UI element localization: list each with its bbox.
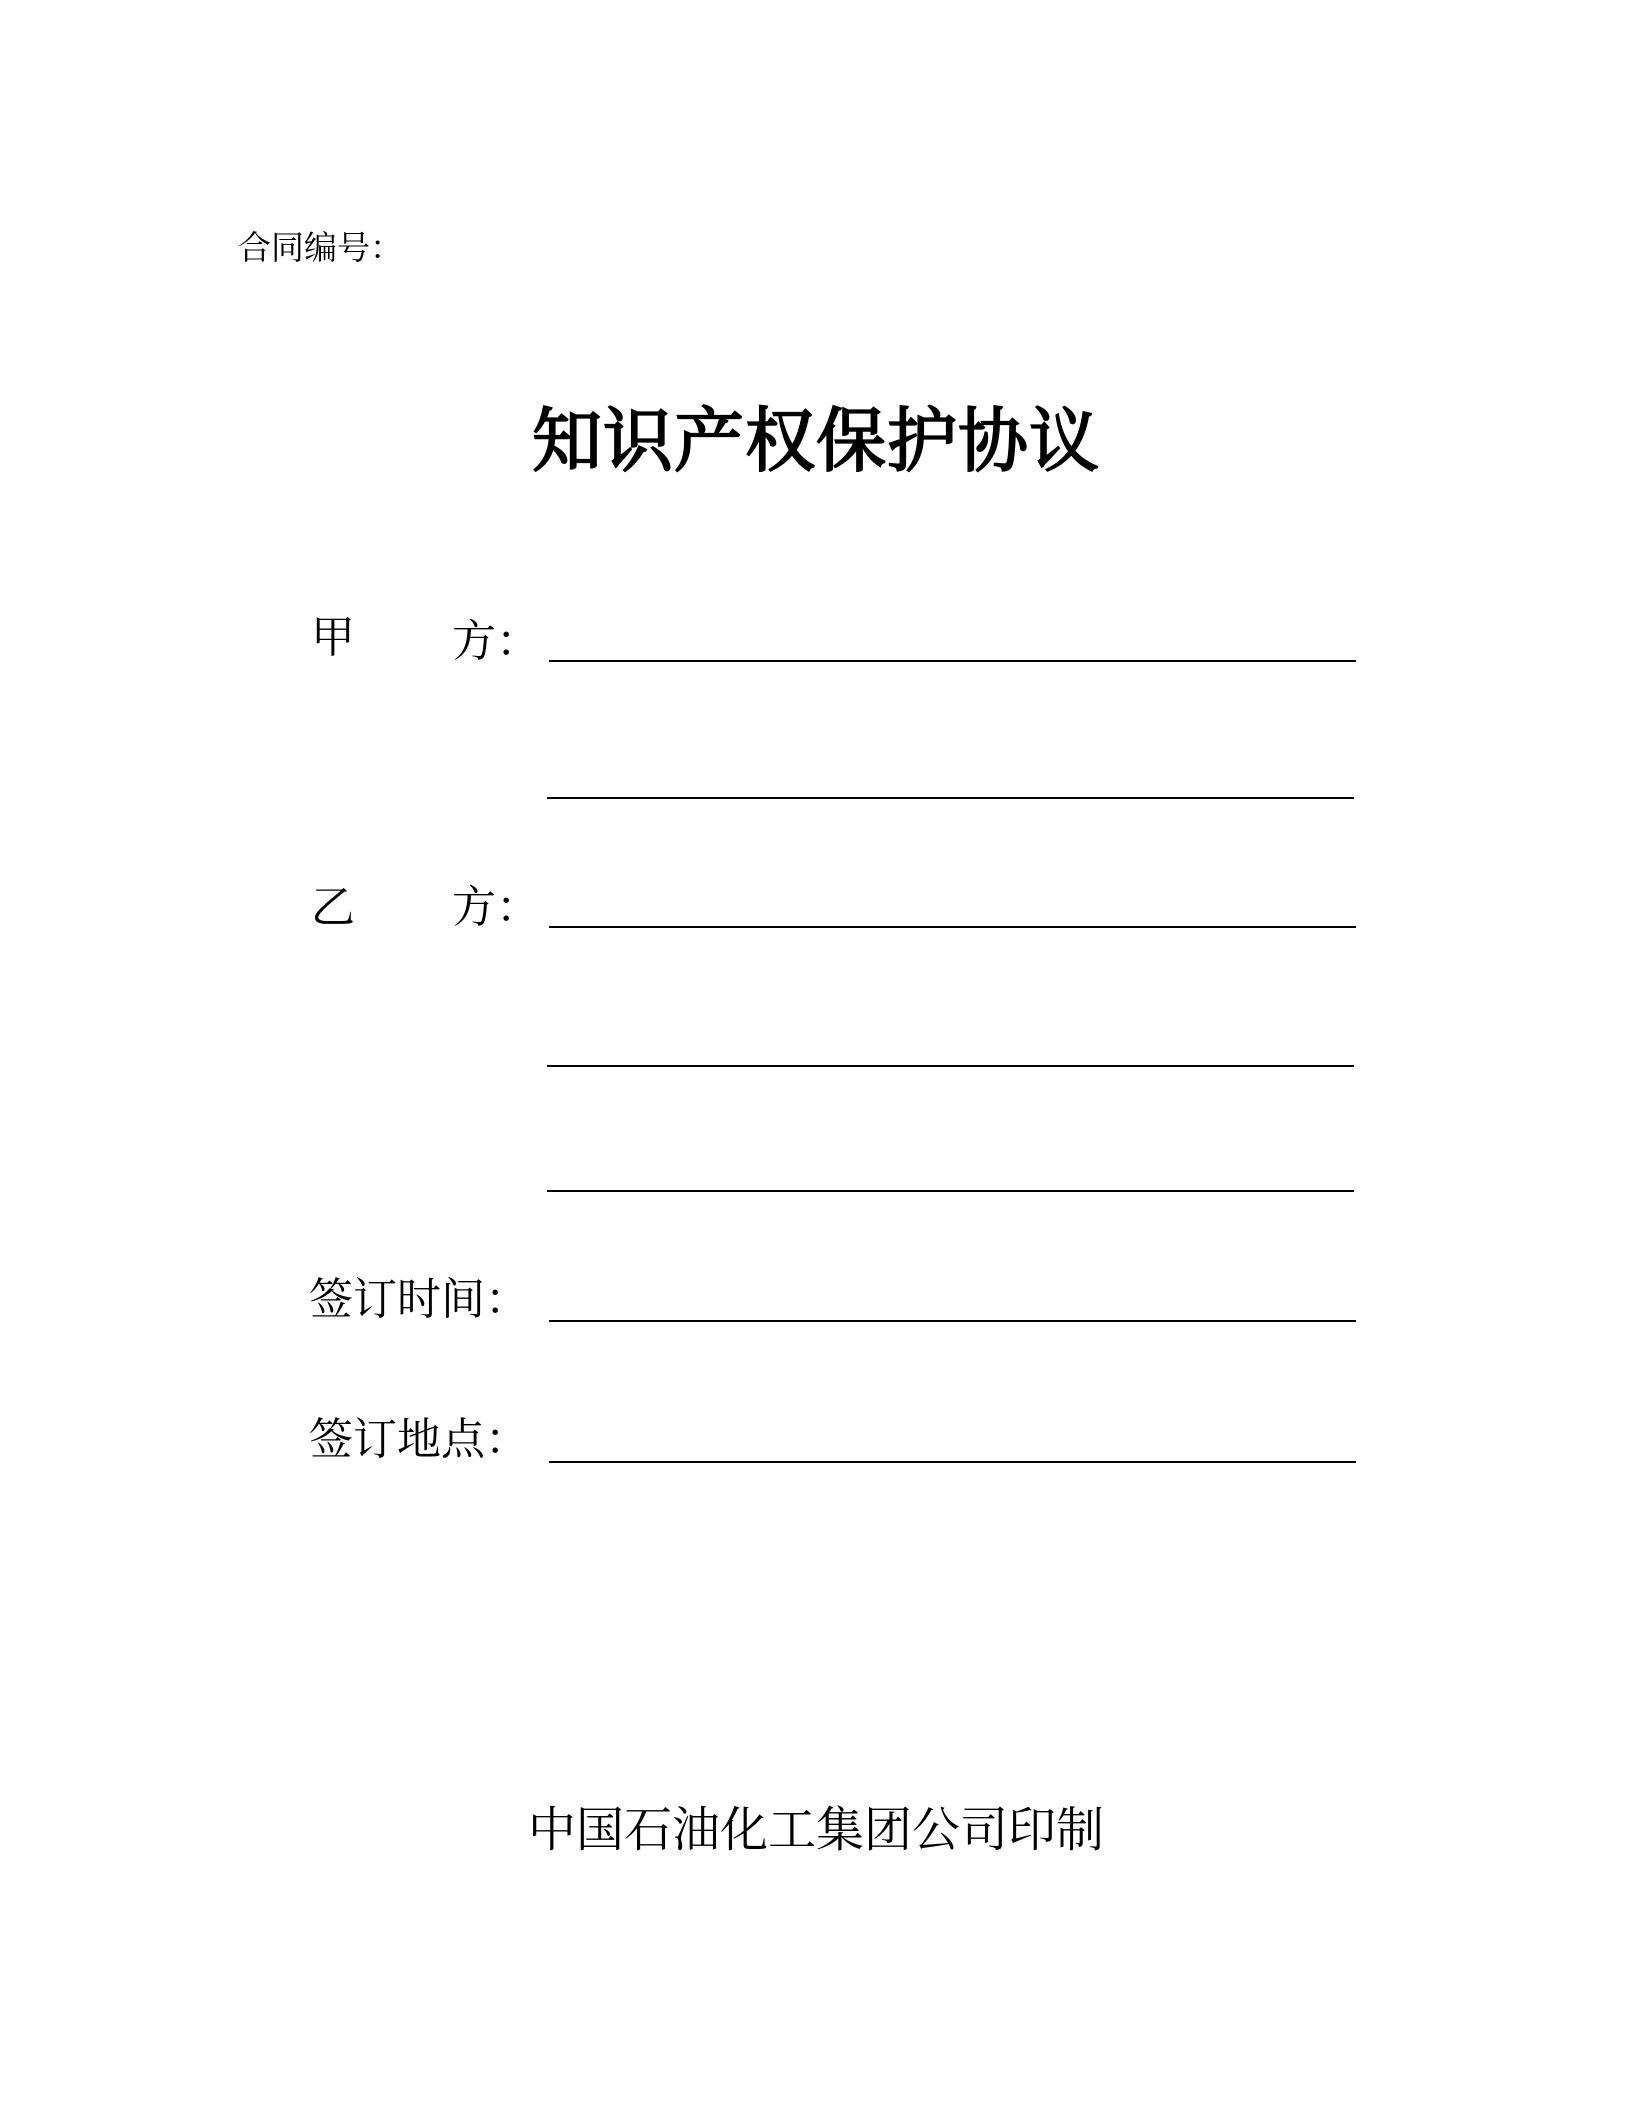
party-b-line-3[interactable] xyxy=(547,1190,1354,1192)
party-a-line-2[interactable] xyxy=(547,797,1354,799)
party-a-label-char1: 甲 xyxy=(311,612,355,663)
signing-time-line[interactable] xyxy=(549,1320,1356,1322)
contract-number-label: 合同编号： xyxy=(238,228,403,267)
party-b-line-1[interactable] xyxy=(549,926,1356,928)
party-b-label-char1: 乙 xyxy=(311,882,355,933)
party-b-label-char2: 方： xyxy=(452,882,540,933)
signing-time-label: 签订时间： xyxy=(309,1274,529,1325)
document-title: 知识产权保护协议 xyxy=(532,400,1100,482)
party-a-line-1[interactable] xyxy=(549,660,1356,662)
signing-place-label: 签订地点： xyxy=(309,1414,529,1465)
party-b-line-2[interactable] xyxy=(547,1065,1354,1067)
publisher-footer: 中国石油化工集团公司印制 xyxy=(527,1802,1104,1858)
signing-place-line[interactable] xyxy=(549,1461,1356,1463)
party-a-label-char2: 方： xyxy=(452,616,540,667)
